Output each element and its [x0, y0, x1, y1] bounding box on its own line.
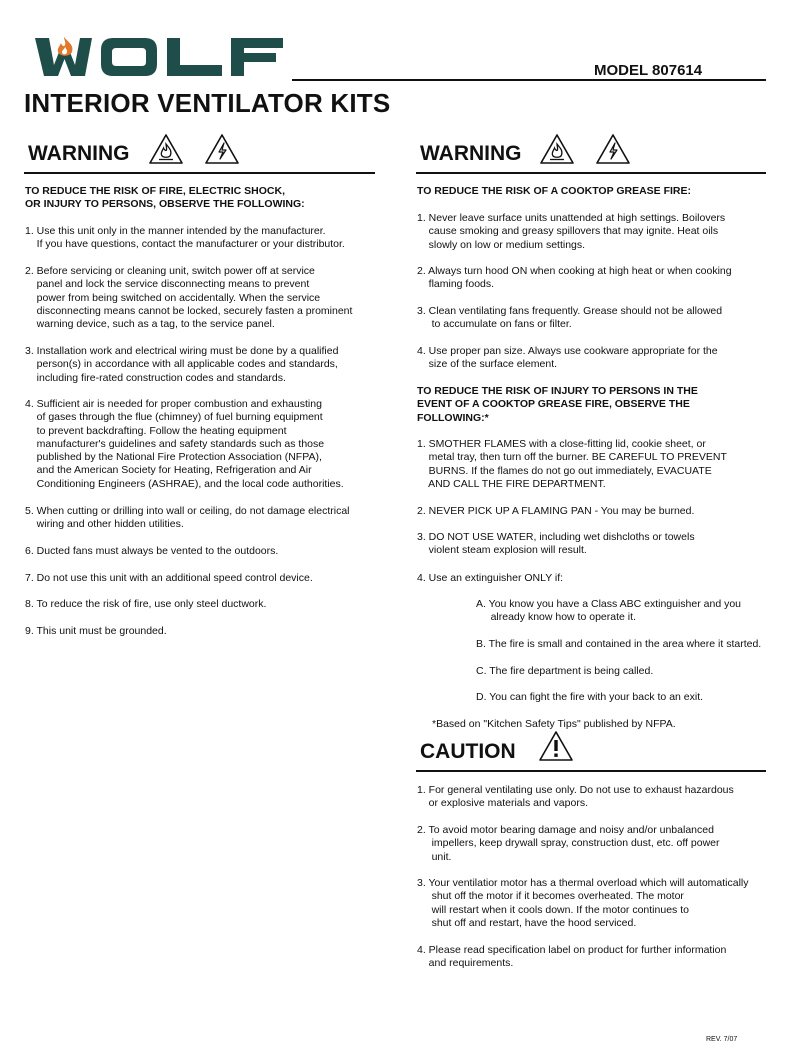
fire-warning-icon [539, 132, 575, 166]
right-warning-heading: WARNING [420, 142, 522, 165]
electric-shock-icon [595, 132, 631, 166]
caution-heading-rule [416, 770, 766, 772]
right-item-1: 1. Never leave surface units unattended at high settings. Boilovers cause smoking and greasy spillovers that may ignite. Heat oils slowly on low or medium settings. [417, 212, 726, 251]
page-title: INTERIOR VENTILATOR KITS [24, 88, 391, 118]
fire-warning-icon [148, 132, 184, 166]
right-fire-item-3: 3. DO NOT USE WATER, including wet dishcloths or towels violent steam explosion will result. [417, 531, 695, 557]
extinguisher-condition-c: C. The fire department is being called. [476, 665, 654, 677]
left-item-3: 3. Installation work and electrical wiring must be done by a qualified person(s) in accordance with all applicable codes and standards, including fire-rated construction codes and standards. [25, 345, 339, 384]
left-warning-heading: WARNING [28, 142, 130, 165]
right-fire-item-4: 4. Use an extinguisher ONLY if: [417, 572, 564, 584]
right-intro-2: TO REDUCE THE RISK OF INJURY TO PERSONS IN THE EVENT OF A COOKTOP GREASE FIRE, OBSERVE THE FOLLOWING:* [417, 385, 698, 424]
wolf-logo [33, 34, 285, 80]
caution-item-4: 4. Please read specification label on product for further information and requirements. [417, 944, 727, 970]
extinguisher-condition-d: D. You can fight the fire with your back to an exit. [476, 691, 704, 703]
extinguisher-condition-a: A. You know you have a Class ABC extinguisher and you already know how to operate it. [476, 598, 742, 624]
revision-label: REV. 7/07 [706, 1036, 738, 1043]
left-intro: TO REDUCE THE RISK OF FIRE, ELECTRIC SHOCK, OR INJURY TO PERSONS, OBSERVE THE FOLLOWING: [25, 185, 305, 211]
right-heading-rule [416, 172, 766, 174]
caution-item-2: 2. To avoid motor bearing damage and noisy and/or unbalanced impellers, keep drywall spray, construction dust, etc. off power unit. [417, 824, 720, 863]
right-fire-item-1: 1. SMOTHER FLAMES with a close-fitting lid, cookie sheet, or metal tray, then turn off the burner. BE CAREFUL TO PREVENT BURNS. If the flames do not go out immediately, EVACUATE AND CALL THE FIRE DEPARTMENT. [417, 438, 727, 490]
left-item-8: 8. To reduce the risk of fire, use only steel ductwork. [25, 598, 267, 610]
left-item-5: 5. When cutting or drilling into wall or ceiling, do not damage electrical wiring and other hidden utilities. [25, 505, 350, 531]
right-item-2: 2. Always turn hood ON when cooking at high heat or when cooking flaming foods. [417, 265, 732, 291]
right-intro: TO REDUCE THE RISK OF A COOKTOP GREASE FIRE: [417, 185, 691, 197]
caution-item-1: 1. For general ventilating use only. Do not use to exhaust hazardous or explosive materials and vapors. [417, 784, 734, 810]
model-number: MODEL 807614 [594, 62, 703, 79]
left-item-2: 2. Before servicing or cleaning unit, switch power off at service panel and lock the service disconnecting means to prevent power from being switched on accidentally. When the service disconnecting means cannot be locked, securely fasten a prominent warning device, such as a tag, to the service panel. [25, 265, 353, 331]
caution-item-3: 3. Your ventilatior motor has a thermal overload which will automatically shut off the motor if it becomes overheated. The motor will restart when it cools down. If the motor continues to shut off and restart, have the hood serviced. [417, 877, 749, 929]
left-item-1: 1. Use this unit only in the manner intended by the manufacturer. If you have questions, contact the manufacturer or your distributor. [25, 225, 345, 251]
extinguisher-condition-b: B. The fire is small and contained in the area where it started. [476, 638, 762, 650]
model-rule [292, 79, 766, 81]
exclamation-icon [538, 729, 574, 763]
right-item-3: 3. Clean ventilating fans frequently. Grease should not be allowed to accumulate on fans or filter. [417, 305, 723, 331]
left-item-7: 7. Do not use this unit with an additional speed control device. [25, 572, 313, 584]
right-fire-item-2: 2. NEVER PICK UP A FLAMING PAN - You may be burned. [417, 505, 695, 517]
nfpa-footnote: *Based on "Kitchen Safety Tips" published by NFPA. [432, 718, 676, 730]
left-heading-rule [24, 172, 375, 174]
left-item-6: 6. Ducted fans must always be vented to the outdoors. [25, 545, 279, 557]
left-item-4: 4. Sufficient air is needed for proper combustion and exhausting of gases through the flue (chimney) of fuel burning equipment to prevent backdrafting. Follow the heating equipment manufacturer's guidelines and safety standards such as those published by the National Fire Protection Association (NFPA), and the American Society for Heating, Refrigeration and Air Conditioning Engineers (ASHRAE), and the local code authorities. [25, 398, 344, 490]
right-item-4: 4. Use proper pan size. Always use cookware appropriate for the size of the surface element. [417, 345, 718, 371]
caution-heading: CAUTION [420, 740, 516, 763]
electric-shock-icon [204, 132, 240, 166]
left-item-9: 9. This unit must be grounded. [25, 625, 167, 637]
